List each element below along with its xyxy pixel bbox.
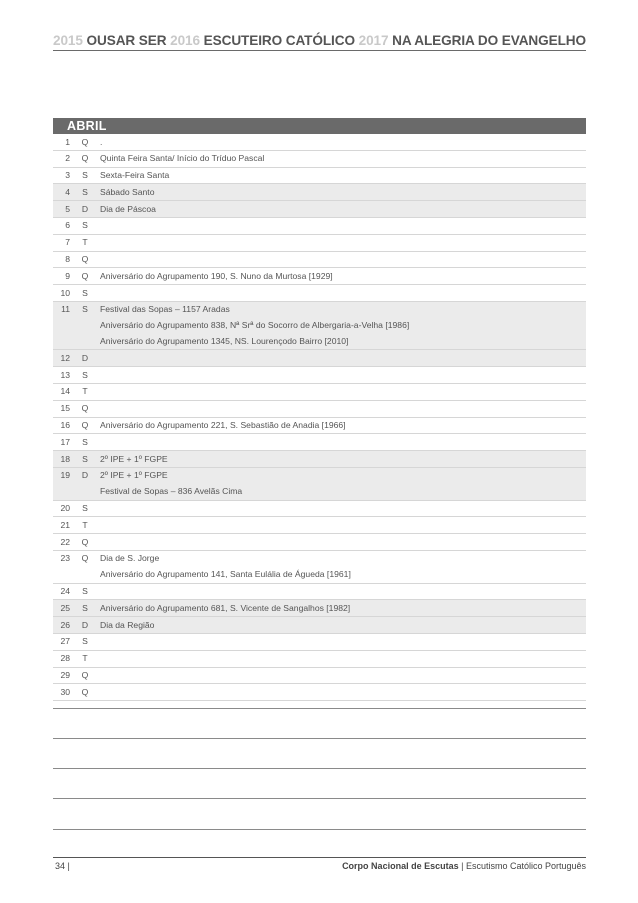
weekday-letter: Q bbox=[81, 536, 89, 547]
weekday-letter: S bbox=[82, 304, 88, 315]
day-events bbox=[100, 434, 586, 450]
event-text bbox=[100, 517, 586, 533]
day-events bbox=[100, 501, 586, 517]
weekday-letter: Q bbox=[81, 403, 89, 414]
day-row bbox=[53, 434, 586, 451]
day-events bbox=[100, 517, 586, 533]
footer-subtitle: Escutismo Católico Português bbox=[465, 861, 586, 871]
day-events bbox=[100, 201, 586, 217]
day-number: 15 bbox=[60, 403, 70, 414]
day-number: 25 bbox=[60, 602, 70, 613]
notes-line bbox=[53, 798, 586, 799]
event-text bbox=[100, 235, 586, 251]
day-number: 9 bbox=[65, 270, 70, 281]
weekday-letter: Q bbox=[81, 686, 89, 697]
weekday-letter: S bbox=[82, 186, 88, 197]
notes-line bbox=[53, 829, 586, 830]
day-number: 27 bbox=[60, 636, 70, 647]
day-events bbox=[100, 218, 586, 234]
day-row bbox=[53, 252, 586, 269]
day-events bbox=[100, 651, 586, 667]
event-text: Aniversário do Agrupamento 838, Nª Srª do Socorro de Albergaria-a-Velha [1986] bbox=[100, 320, 410, 331]
weekday-letter: Q bbox=[81, 136, 89, 147]
weekday-letter: T bbox=[82, 653, 88, 664]
day-number: 12 bbox=[60, 352, 70, 363]
event-text bbox=[100, 285, 586, 301]
day-row bbox=[53, 268, 586, 285]
day-number: 24 bbox=[60, 586, 70, 597]
day-number: 21 bbox=[60, 519, 70, 530]
header-motto-alegria-evangelho: NA ALEGRIA DO EVANGELHO bbox=[392, 33, 586, 48]
day-number: 6 bbox=[65, 220, 70, 231]
day-row bbox=[53, 534, 586, 551]
day-row bbox=[53, 551, 586, 584]
event-text: Sexta-Feira Santa bbox=[100, 170, 170, 181]
day-row bbox=[53, 201, 586, 218]
day-events bbox=[100, 285, 586, 301]
day-row bbox=[53, 235, 586, 252]
day-number: 30 bbox=[60, 686, 70, 697]
weekday-letter: Q bbox=[81, 420, 89, 431]
event-text: Aniversário do Agrupamento 190, S. Nuno da Murtosa [1929] bbox=[100, 270, 333, 281]
event-text bbox=[100, 534, 586, 550]
day-number: 14 bbox=[60, 386, 70, 397]
day-row bbox=[53, 418, 586, 435]
day-number: 1 bbox=[65, 136, 70, 147]
event-text bbox=[100, 668, 586, 684]
day-events bbox=[100, 684, 586, 700]
event-text: 2º IPE + 1º FGPE bbox=[100, 453, 168, 464]
day-row bbox=[53, 285, 586, 302]
day-row bbox=[53, 501, 586, 518]
day-number: 8 bbox=[65, 254, 70, 265]
day-events bbox=[100, 184, 586, 200]
day-row bbox=[53, 134, 586, 151]
event-text bbox=[100, 434, 586, 450]
day-list bbox=[53, 134, 586, 701]
day-number: 16 bbox=[60, 420, 70, 431]
event-text: Quinta Feira Santa/ Início do Tríduo Pascal bbox=[100, 153, 265, 164]
day-events bbox=[100, 134, 586, 150]
event-text: Aniversário do Agrupamento 1345, NS. Lourençodo Bairro [2010] bbox=[100, 336, 349, 347]
header-divider bbox=[53, 50, 586, 51]
weekday-letter: S bbox=[82, 602, 88, 613]
day-events bbox=[100, 367, 586, 383]
weekday-letter: T bbox=[82, 237, 88, 248]
header-year-2015: 2015 bbox=[53, 33, 83, 48]
day-number: 7 bbox=[65, 237, 70, 248]
day-number: 22 bbox=[60, 536, 70, 547]
month-calendar bbox=[53, 118, 586, 701]
day-events bbox=[100, 401, 586, 417]
header-motto-escuteiro-catolico: ESCUTEIRO CATÓLICO bbox=[203, 33, 355, 48]
event-text bbox=[100, 684, 586, 700]
page-header bbox=[53, 33, 586, 48]
day-number: 29 bbox=[60, 670, 70, 680]
notes-line bbox=[53, 708, 586, 709]
day-row bbox=[53, 401, 586, 418]
weekday-letter: S bbox=[82, 369, 88, 380]
day-row bbox=[53, 634, 586, 651]
event-text bbox=[100, 252, 586, 268]
day-row bbox=[53, 468, 586, 501]
weekday-letter: T bbox=[82, 386, 88, 397]
event-text: . bbox=[100, 136, 103, 147]
day-number: 2 bbox=[65, 153, 70, 164]
weekday-letter: D bbox=[81, 619, 89, 630]
event-text bbox=[100, 350, 586, 366]
footer-separator: | bbox=[458, 861, 466, 871]
day-events bbox=[100, 468, 586, 500]
day-events bbox=[100, 634, 586, 650]
weekday-letter: D bbox=[81, 352, 89, 363]
event-text: Dia da Região bbox=[100, 619, 155, 630]
day-row bbox=[53, 384, 586, 401]
notes-line bbox=[53, 768, 586, 769]
event-text bbox=[100, 501, 586, 517]
day-events bbox=[100, 584, 586, 600]
event-text bbox=[100, 651, 586, 667]
day-number: 23 bbox=[60, 553, 70, 564]
day-events bbox=[100, 551, 586, 583]
day-number: 3 bbox=[65, 170, 70, 181]
header-year-2017: 2017 bbox=[358, 33, 389, 48]
day-events bbox=[100, 350, 586, 366]
weekday-letter: Q bbox=[81, 270, 89, 281]
header-year-2016: 2016 bbox=[170, 33, 200, 48]
day-number: 20 bbox=[60, 503, 70, 514]
weekday-letter: S bbox=[82, 636, 88, 647]
day-events bbox=[100, 235, 586, 251]
day-events bbox=[100, 600, 586, 616]
event-text bbox=[100, 401, 586, 417]
event-text bbox=[100, 367, 586, 383]
weekday-letter: S bbox=[82, 586, 88, 597]
event-text bbox=[100, 584, 586, 600]
day-row bbox=[53, 451, 586, 468]
weekday-letter: S bbox=[82, 170, 88, 181]
day-row bbox=[53, 302, 586, 350]
day-events bbox=[100, 534, 586, 550]
weekday-letter: S bbox=[82, 220, 88, 231]
event-text: Aniversário do Agrupamento 681, S. Vicente de Sangalhos [1982] bbox=[100, 602, 351, 613]
day-row bbox=[53, 168, 586, 185]
day-number: 17 bbox=[60, 436, 70, 447]
event-text bbox=[100, 384, 586, 400]
footer-divider bbox=[53, 857, 586, 858]
weekday-letter: D bbox=[81, 470, 89, 481]
event-text bbox=[100, 634, 586, 650]
day-events bbox=[100, 384, 586, 400]
day-events bbox=[100, 617, 586, 633]
event-text: Festival de Sopas – 836 Avelãs Cima bbox=[100, 486, 243, 497]
day-events bbox=[100, 268, 586, 284]
day-number: 18 bbox=[60, 453, 70, 464]
day-events bbox=[100, 668, 586, 684]
day-events bbox=[100, 151, 586, 167]
event-text: Sábado Santo bbox=[100, 186, 155, 197]
page-number: 34 | bbox=[55, 861, 70, 871]
day-events bbox=[100, 418, 586, 434]
day-number: 26 bbox=[60, 619, 70, 630]
event-text: Aniversário do Agrupamento 221, S. Sebastião de Anadia [1966] bbox=[100, 420, 346, 431]
event-text: Dia de Páscoa bbox=[100, 203, 156, 214]
day-row bbox=[53, 617, 586, 634]
weekday-letter: Q bbox=[81, 153, 89, 164]
event-text: Festival das Sopas – 1157 Aradas bbox=[100, 304, 230, 315]
day-number: 13 bbox=[60, 369, 70, 380]
weekday-letter: S bbox=[82, 436, 88, 447]
day-row bbox=[53, 350, 586, 367]
month-title: ABRIL bbox=[53, 118, 586, 134]
event-text bbox=[100, 218, 586, 234]
day-row bbox=[53, 151, 586, 168]
weekday-letter: Q bbox=[81, 553, 89, 564]
day-row bbox=[53, 184, 586, 201]
footer-organization: Corpo Nacional de Escutas bbox=[342, 861, 459, 871]
weekday-letter: S bbox=[82, 453, 88, 464]
weekday-letter: S bbox=[82, 287, 88, 298]
notes-line bbox=[53, 738, 586, 739]
day-events bbox=[100, 302, 586, 349]
weekday-letter: S bbox=[82, 503, 88, 514]
header-motto-ousar-ser: OUSAR SER bbox=[86, 33, 167, 48]
day-number: 5 bbox=[65, 203, 70, 214]
day-row bbox=[53, 651, 586, 668]
weekday-letter: Q bbox=[81, 254, 89, 265]
day-events bbox=[100, 451, 586, 467]
day-events bbox=[100, 252, 586, 268]
day-row bbox=[53, 218, 586, 235]
day-row bbox=[53, 584, 586, 601]
day-row bbox=[53, 684, 586, 701]
day-number: 28 bbox=[60, 653, 70, 664]
footer-credits bbox=[342, 861, 586, 871]
event-text: Dia de S. Jorge bbox=[100, 553, 160, 564]
day-row bbox=[53, 367, 586, 384]
day-events bbox=[100, 168, 586, 184]
day-row bbox=[53, 517, 586, 534]
event-text: 2º IPE + 1º FGPE bbox=[100, 470, 168, 481]
day-number: 4 bbox=[65, 186, 70, 197]
day-row bbox=[53, 600, 586, 617]
day-number: 19 bbox=[60, 470, 70, 481]
day-row bbox=[53, 668, 586, 685]
event-text: Aniversário do Agrupamento 141, Santa Eulália de Águeda [1961] bbox=[100, 569, 351, 580]
weekday-letter: D bbox=[81, 203, 89, 214]
weekday-letter: Q bbox=[81, 670, 89, 680]
day-number: 10 bbox=[60, 287, 70, 298]
day-number: 11 bbox=[61, 304, 70, 315]
weekday-letter: T bbox=[82, 519, 88, 530]
